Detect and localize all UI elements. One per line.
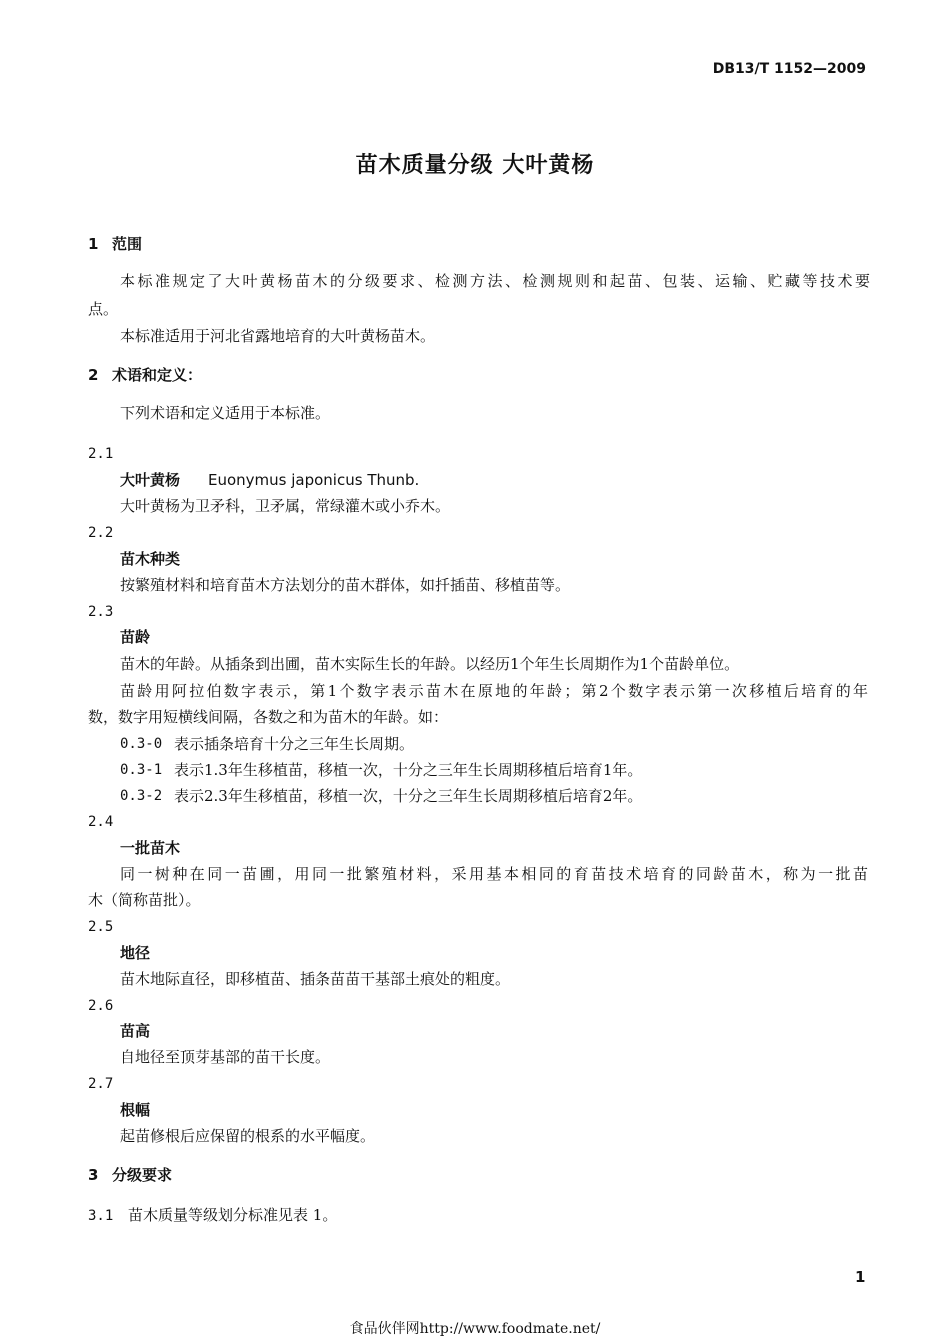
clause-2-3-number: 2.3 [88,604,114,620]
clause-2-6-number: 2.6 [88,998,114,1014]
section-2-heading: 术语和定义： [112,366,203,384]
section-3-heading: 分级要求 [112,1166,173,1184]
example-text: 表示1.3年生移植苗，移植一次，十分之三年生长周期移植后培育1年。 [174,761,643,779]
clause-2-3-definition-2-line-2: 数，数字用短横线间隔，各数之和为苗木的年龄。如： [88,708,449,726]
section-2-number: 2 [88,366,99,384]
section-1-heading: 范围 [112,235,143,253]
example-text: 表示插条培育十分之三年生长周期。 [174,735,415,753]
example-code: 0.3-2 [120,788,163,804]
standard-number: DB13/T 1152—2009 [712,61,866,77]
section-2-intro: 下列术语和定义适用于本标准。 [120,404,331,422]
clause-2-4-definition-line-1: 同一树种在同一苗圃，用同一批繁殖材料，采用基本相同的育苗技术培育的同龄苗木，称为一批苗 [120,865,868,883]
section-1-number: 1 [88,235,99,253]
footer-watermark: 食品伙伴网http://www.foodmate.net/ [349,1321,601,1337]
clause-3-1-text: 苗木质量等级划分标准见表 1。 [128,1206,338,1224]
clause-2-5-number: 2.5 [88,919,114,935]
clause-2-6-term: 苗高 [120,1022,151,1040]
example-text: 表示2.3年生移植苗，移植一次，十分之三年生长周期移植后培育2年。 [174,787,643,805]
clause-3-1-number: 3.1 [88,1208,114,1224]
section-3-number: 3 [88,1166,99,1184]
document-title: 苗木质量分级 大叶黄杨 [355,153,595,178]
section-1-paragraph-1-line-2: 点。 [88,300,119,318]
clause-2-6-definition: 自地径至顶芽基部的苗干长度。 [120,1048,331,1066]
clause-2-1-term: 大叶黄杨 [120,471,181,489]
clause-2-4-number: 2.4 [88,814,114,830]
section-1-paragraph-1-line-1: 本标准规定了大叶黄杨苗木的分级要求、检测方法、检测规则和起苗、包装、运输、贮藏等技术要 [120,272,870,290]
clause-2-1-definition: 大叶黄杨为卫矛科，卫矛属，常绿灌木或小乔木。 [120,497,451,515]
clause-2-7-definition: 起苗修根后应保留的根系的水平幅度。 [120,1127,376,1145]
page-number: 1 [855,1268,866,1286]
clause-2-3-term: 苗龄 [120,628,151,646]
clause-2-1-latin-name: Euonymus japonicus Thunb. [208,471,420,489]
clause-2-5-definition: 苗木地际直径，即移植苗、插条苗苗干基部土痕处的粗度。 [120,970,511,988]
clause-2-3-definition-2-line-1: 苗龄用阿拉伯数字表示，第1个数字表示苗木在原地的年龄；第2个数字表示第一次移植后培育的年 [120,682,868,700]
clause-2-2-definition: 按繁殖材料和培育苗木方法划分的苗木群体，如扦插苗、移植苗等。 [120,576,571,594]
clause-2-2-term: 苗木种类 [120,550,181,568]
clause-2-4-definition-line-2: 木（简称苗批）。 [88,891,201,909]
example-code: 0.3-0 [120,736,163,752]
clause-2-7-term: 根幅 [120,1101,151,1119]
clause-2-5-term: 地径 [120,944,151,962]
clause-2-7-number: 2.7 [88,1076,114,1092]
clause-2-2-number: 2.2 [88,525,114,541]
clause-2-3-definition-1: 苗木的年龄。从插条到出圃，苗木实际生长的年龄。以经历1个年生长周期作为1个苗龄单位。 [120,655,740,673]
section-1-paragraph-2: 本标准适用于河北省露地培育的大叶黄杨苗木。 [120,327,436,345]
example-code: 0.3-1 [120,762,163,778]
clause-2-4-term: 一批苗木 [120,839,181,857]
clause-2-1-number: 2.1 [88,446,114,462]
